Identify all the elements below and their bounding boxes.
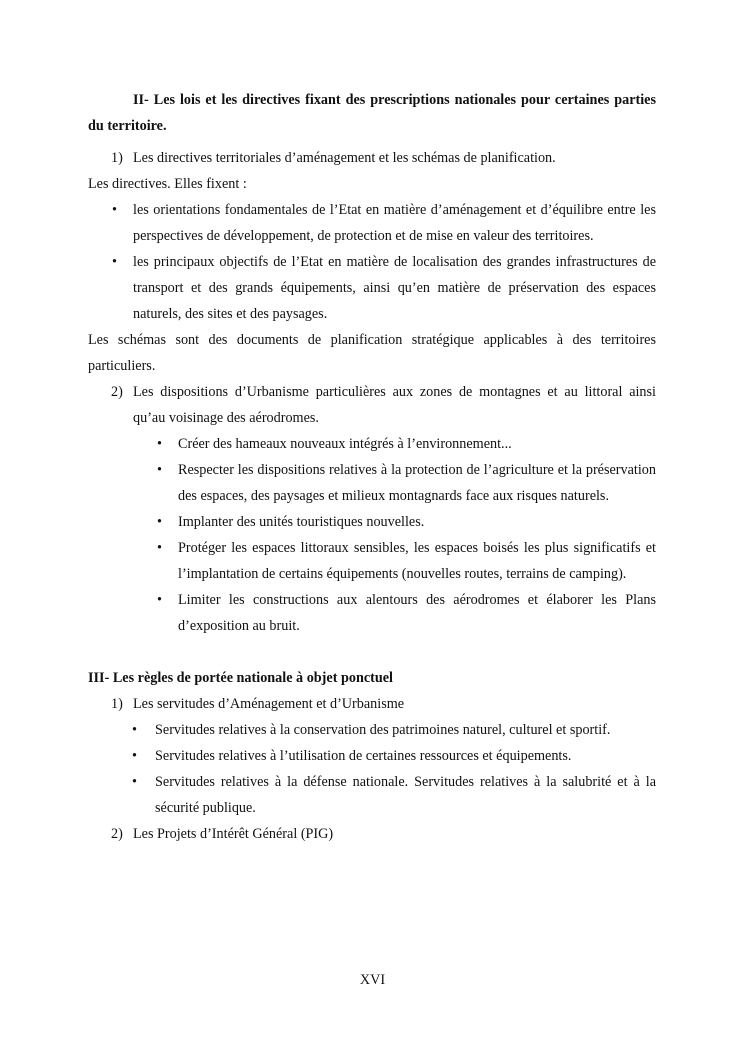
item-number: 1) [111,150,123,166]
dispositions-list [88,431,656,639]
list-item-text: Implanter des unités touristiques nouvelles. [178,514,425,530]
item-number: 1) [111,696,123,712]
bullet-icon: • [132,722,137,738]
list-item [88,743,656,769]
item-text: Les dispositions d’Urbanisme particulières aux zones de montagnes et au littoral ainsi qu’au voisinage des aérodromes. [133,384,656,426]
list-item [88,431,656,457]
bullet-icon: • [157,436,162,452]
list-item-text: Respecter les dispositions relatives à la protection de l’agriculture et la préservation des espaces, des paysages et milieux montagnards face aux risques naturels. [178,462,656,504]
list-item [88,457,656,509]
document-page [88,87,656,847]
schemas-paragraph: Les schémas sont des documents de planification stratégique applicables à des territoires particuliers. [88,332,656,374]
directives-intro: Les directives. Elles fixent : [88,176,247,192]
item-number: 2) [111,826,123,842]
list-item-text: Limiter les constructions aux alentours des aérodromes et élaborer les Plans d’exposition au bruit. [178,592,656,634]
item-text: Les Projets d’Intérêt Général (PIG) [133,826,334,842]
section-2-item-2 [88,379,656,431]
list-item [88,249,656,327]
item-text: Les servitudes d’Aménagement et d’Urbanisme [133,696,405,712]
list-item-text: les principaux objectifs de l’Etat en matière de localisation des grandes infrastructures de transport et des grands équipements, ainsi qu’en matière de préservation des espaces naturels, des sites et des paysages. [133,254,656,322]
bullet-icon: • [157,462,162,478]
bullet-icon: • [112,202,117,218]
directives-list [88,197,656,327]
list-item-text: Servitudes relatives à la défense nationale. Servitudes relatives à la salubrité et à la sécurité publique. [155,774,656,816]
section-3-title: III- Les règles de portée nationale à objet ponctuel [88,670,393,686]
bullet-icon: • [132,774,137,790]
list-item-text: Servitudes relatives à l’utilisation de certaines ressources et équipements. [155,748,572,764]
section-2-item-1 [88,145,656,171]
list-item [88,769,656,821]
list-item [88,197,656,249]
section-3-item-2 [88,821,656,847]
list-item-text: les orientations fondamentales de l’Etat en matière d’aménagement et d’équilibre entre les perspectives de développement, de protection et de mise en valeur des territoires. [133,202,656,244]
bullet-icon: • [132,748,137,764]
page-number: XVI [359,972,386,988]
list-item-text: Créer des hameaux nouveaux intégrés à l’environnement... [178,436,512,452]
bullet-icon: • [157,592,162,608]
list-item-text: Protéger les espaces littoraux sensibles, les espaces boisés les plus significatifs et l’implantation de certains équipements (nouvelles routes, terrains de camping). [178,540,656,582]
list-item [88,587,656,639]
item-text: Les directives territoriales d’aménagement et les schémas de planification. [133,150,556,166]
section-2-title: II- Les lois et les directives fixant des prescriptions nationales pour certaines parties du territoire. [88,92,656,134]
item-number: 2) [111,384,123,400]
servitudes-list [88,717,656,821]
list-item [88,535,656,587]
bullet-icon: • [112,254,117,270]
list-item [88,717,656,743]
bullet-icon: • [157,540,162,556]
section-3-item-1 [88,691,656,717]
list-item-text: Servitudes relatives à la conservation des patrimoines naturel, culturel et sportif. [155,722,611,738]
bullet-icon: • [157,514,162,530]
list-item [88,509,656,535]
